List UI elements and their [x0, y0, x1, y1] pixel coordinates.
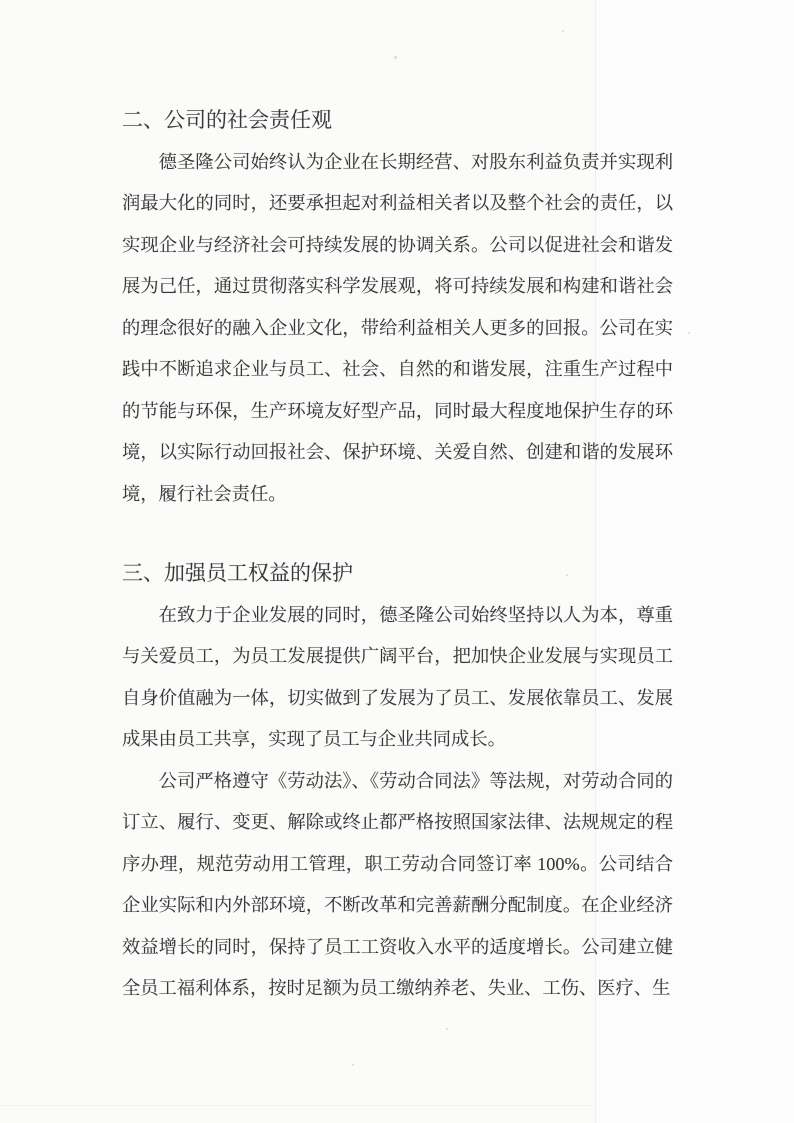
document-content: [122, 100, 673, 1010]
scan-speck: [394, 56, 397, 59]
scan-speck: [352, 1064, 354, 1066]
scan-bottom-edge-line: [0, 1105, 596, 1106]
paragraph-social-responsibility: 德圣隆公司始终认为企业在长期经营、对股东利益负责并实现利润最大化的同时，还要承担起对利益相关者以及整个社会的责任，以实现企业与经济社会可持续发展的协调关系。公司以促进社会和谐发展为己任，通过贯彻落实科学发展观，将可持续发展和构建和谐社会的理念很好的融入企业文化，带给利益相关人更多的回报。公司在实践中不断追求企业与员工、社会、自然的和谐发展，注重生产过程中的节能与环保，生产环境友好型产品，同时最大程度地保护生存的环境，以实际行动回报社会、保护环境、关爱自然、创建和谐的发展环境，履行社会责任。: [122, 151, 673, 504]
scan-speck: [562, 30, 564, 32]
section-heading-social-responsibility: 二、公司的社会责任观: [122, 108, 332, 132]
paragraph-employee-rights-2: 公司严格遵守《劳动法》、《劳动合同法》等法规，对劳动合同的订立、履行、变更、解除或终止都严格按照国家法律、法规规定的程序办理，规范劳动用工管理，职工劳动合同签订率 100%。公司结合企业实际和内外部环境，不断改革和完善薪酬分配制度。在企业经济效益增长的同时，保持了员工工资收入水平的适度增长。公司建立健全员工福利体系，按时足额为员工缴纳养老、失业、工伤、医疗、生: [122, 770, 673, 998]
scan-speck: [446, 1028, 448, 1030]
scan-speck: [688, 332, 690, 334]
paragraph-employee-rights-1: 在致力于企业发展的同时，德圣隆公司始终坚持以人为本，尊重与关爱员工，为员工发展提供广阔平台，把加快企业发展与实现员工自身价值融为一体，切实做到了发展为了员工、发展依靠员工、发展成果由员工共享，实现了员工与企业共同成长。: [122, 604, 673, 749]
section-heading-employee-rights: 三、加强员工权益的保护: [122, 561, 353, 585]
